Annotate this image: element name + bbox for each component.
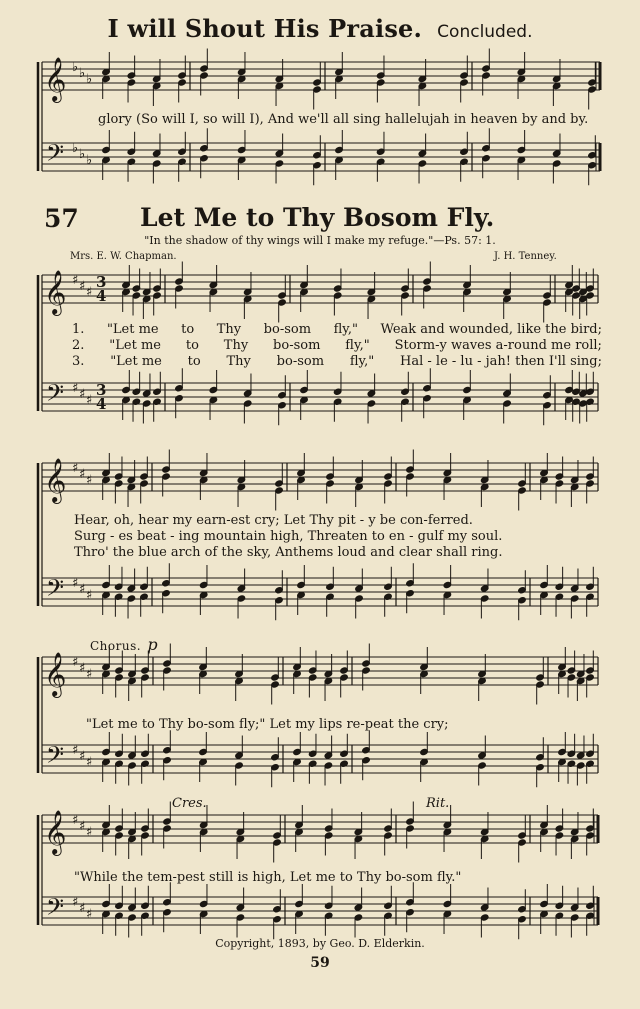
top-hymn-lyric: glory (So will I, so will I), And we'll all sing hallelujah in heaven by and by. — [98, 112, 589, 127]
flat-icon: ♭ — [72, 60, 79, 75]
verse-word: to — [181, 322, 195, 337]
hymn-number: 57 — [44, 204, 79, 233]
verse-word: "Let me — [109, 338, 161, 353]
chorus-dynamic: p — [147, 635, 159, 654]
chorus-line-1: "Let me to Thy bo-som fly;" Let my lips re-peat the cry; — [86, 717, 449, 732]
bass-clef-icon: 𝄢 — [46, 741, 65, 774]
top-hymn-heading — [0, 14, 640, 43]
verse-2-line-1 — [72, 338, 602, 353]
verse-word: Weak and wounded, like the bird; — [380, 322, 602, 337]
chorus-label-text: Chorus. — [90, 639, 142, 653]
verse-3-line-1 — [72, 354, 602, 369]
flat-icon: ♭ — [86, 72, 93, 87]
verse-3-line-2: Thro' the blue arch of the sky, Anthems loud and clear shall ring. — [74, 545, 503, 560]
cres-marking: Cres. — [172, 796, 207, 811]
treble-clef-icon: 𝄞 — [44, 652, 67, 696]
sharp-icon: ♯ — [79, 819, 86, 834]
verse-word: "Let me — [106, 322, 159, 337]
treble-clef-icon: 𝄞 — [44, 810, 67, 854]
verse-1-line-1 — [72, 322, 602, 337]
sharp-icon: ♯ — [86, 907, 93, 922]
sharp-icon: ♯ — [79, 661, 86, 676]
top-hymn-title: I will Shout His Praise. — [107, 14, 423, 43]
page-number: 59 — [310, 955, 330, 971]
treble-clef-icon: 𝄞 — [44, 458, 67, 502]
verse-word: Thy — [223, 338, 249, 353]
verse-word: Thy — [226, 354, 251, 369]
chorus-line-2: "While the tem-pest still is high, Let me to Thy bo-som fly." — [74, 870, 462, 885]
sharp-icon: ♯ — [79, 749, 86, 764]
sharp-icon: ♯ — [72, 461, 79, 476]
sharp-icon: ♯ — [86, 393, 93, 408]
verse-word: fly," — [349, 354, 375, 369]
verse-word: Storm-y waves a-round me roll; — [394, 338, 602, 353]
sharp-icon: ♯ — [86, 285, 93, 300]
verse-word: bo-som — [263, 322, 312, 337]
sharp-icon: ♯ — [79, 901, 86, 916]
sharp-icon: ♯ — [86, 825, 93, 840]
sharp-icon: ♯ — [79, 467, 86, 482]
sharp-icon: ♯ — [72, 576, 79, 591]
flat-icon: ♭ — [72, 141, 79, 156]
verse-word: "Let me — [110, 354, 162, 369]
sharp-icon: ♯ — [86, 755, 93, 770]
sharp-icon: ♯ — [72, 743, 79, 758]
sharp-icon: ♯ — [72, 273, 79, 288]
top-hymn-status: Concluded. — [437, 22, 533, 42]
bass-clef-icon: 𝄢 — [46, 139, 65, 172]
hymn-epigraph: "In the shadow of thy wings will I make my refuge."—Ps. 57: 1. — [144, 234, 496, 247]
verse-1-line-2: Hear, oh, hear my earn-est cry; Let Thy pit - y be con-ferred. — [74, 513, 473, 528]
time-signature-icon: 4 — [96, 287, 107, 305]
sharp-icon: ♯ — [72, 381, 79, 396]
verse-word: 1. — [72, 322, 85, 337]
bass-clef-icon: 𝄢 — [46, 574, 65, 607]
verse-word: bo-som — [273, 338, 321, 353]
copyright-notice: Copyright, 1893, by Geo. D. Elderkin. — [215, 937, 425, 950]
rit-marking: Rit. — [426, 796, 450, 811]
verse-word: to — [187, 354, 201, 369]
sharp-icon: ♯ — [72, 655, 79, 670]
sharp-icon: ♯ — [79, 387, 86, 402]
bass-clef-icon: 𝄢 — [46, 379, 65, 412]
verse-2-line-2: Surg - es beat - ing mountain high, Threaten to en - gulf my soul. — [74, 529, 503, 544]
flat-icon: ♭ — [86, 153, 93, 168]
hymn-author: Mrs. E. W. Chapman. — [70, 251, 177, 262]
verse-word: 3. — [72, 354, 85, 369]
verse-word: Thy — [216, 322, 242, 337]
flat-icon: ♭ — [79, 66, 86, 81]
sharp-icon: ♯ — [79, 279, 86, 294]
hymn-composer: J. H. Tenney. — [494, 251, 557, 262]
sharp-icon: ♯ — [86, 667, 93, 682]
chorus-label — [90, 635, 158, 654]
time-signature-icon: 3 — [96, 273, 107, 291]
time-signature-icon: 4 — [96, 395, 107, 413]
treble-clef-icon: 𝄞 — [44, 57, 67, 101]
verse-word: fly," — [345, 338, 370, 353]
verse-word: Hal - le - lu - jah! then I'll sing; — [400, 354, 602, 369]
bass-clef-icon: 𝄢 — [46, 893, 65, 926]
treble-clef-icon: 𝄞 — [44, 270, 67, 314]
verse-word: fly," — [333, 322, 358, 337]
hymn-title: Let Me to Thy Bosom Fly. — [140, 203, 495, 232]
sharp-icon: ♯ — [72, 813, 79, 828]
verse-word: bo-som — [276, 354, 325, 369]
sharp-icon: ♯ — [86, 473, 93, 488]
time-signature-icon: 3 — [96, 381, 107, 399]
verse-word: 2. — [72, 338, 85, 353]
sharp-icon: ♯ — [72, 895, 79, 910]
sharp-icon: ♯ — [79, 582, 86, 597]
verse-word: to — [185, 338, 199, 353]
sharp-icon: ♯ — [86, 588, 93, 603]
flat-icon: ♭ — [79, 147, 86, 162]
